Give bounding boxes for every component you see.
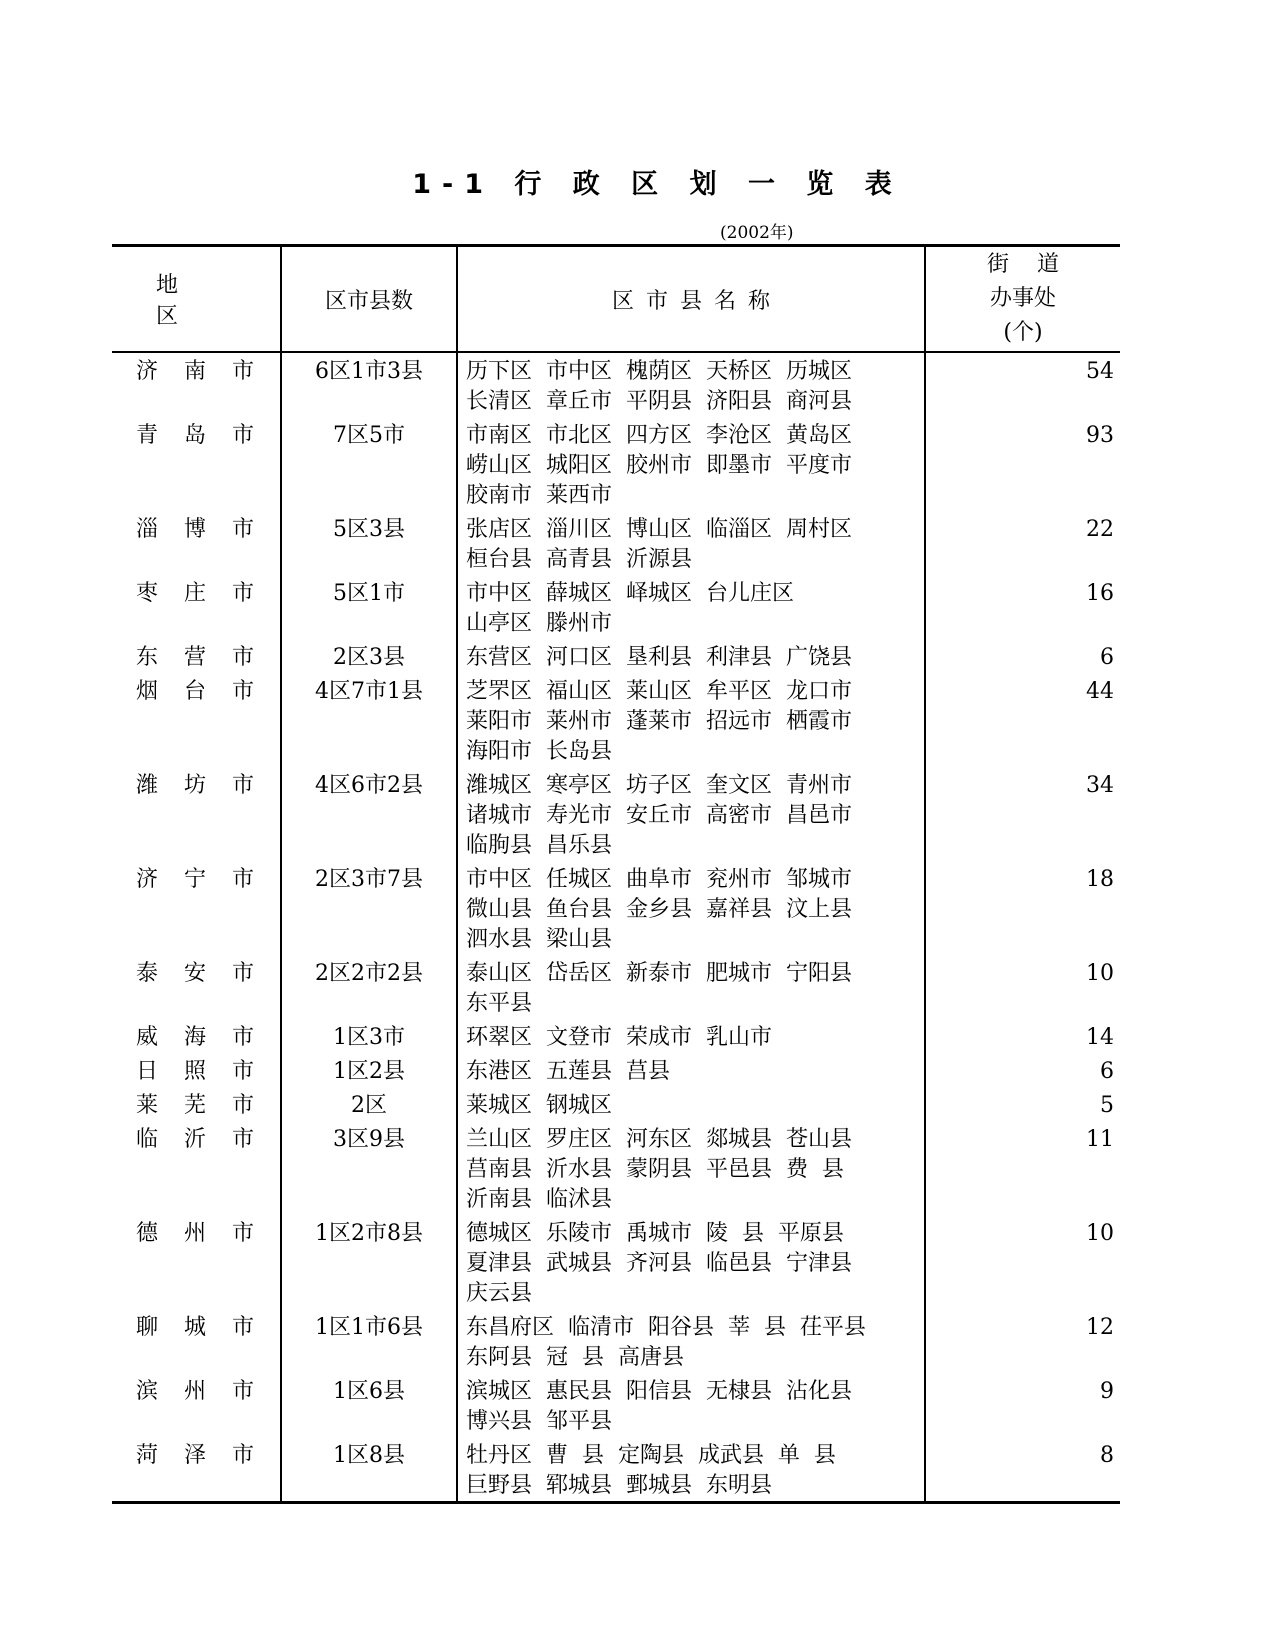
division-names-line: 东港区 五莲县 莒县 — [466, 1059, 670, 1084]
table-row — [112, 1373, 1120, 1437]
division-names — [458, 353, 926, 417]
division-count: 7区5市 — [282, 417, 458, 511]
street-office-count: 22 — [1086, 517, 1114, 542]
header-region: 地区 — [112, 247, 282, 351]
division-names — [458, 861, 926, 955]
table-row — [112, 1087, 1120, 1121]
header-count: 区市县数 — [282, 247, 458, 351]
header-names: 区市县名称 — [458, 247, 926, 351]
street-office-count: 54 — [1086, 359, 1114, 384]
division-names-line: 山亭区 滕州市 — [466, 611, 612, 636]
division-count: 1区8县 — [282, 1437, 458, 1501]
table-row — [112, 1215, 1120, 1309]
region-name: 烟台市 — [136, 679, 281, 704]
table-row — [112, 639, 1120, 673]
division-names-line: 市南区 市北区 四方区 李沧区 黄岛区 — [466, 423, 852, 448]
division-names — [458, 417, 926, 511]
division-names-line: 东营区 河口区 垦利县 利津县 广饶县 — [466, 645, 852, 670]
division-names-line: 莱阳市 莱州市 蓬莱市 招远市 栖霞市 — [466, 709, 852, 734]
region-name: 聊城市 — [136, 1315, 281, 1340]
region-name: 东营市 — [136, 645, 281, 670]
street-office-count: 6 — [1100, 1059, 1114, 1084]
division-names-line: 莒南县 沂水县 蒙阴县 平邑县 费 县 — [466, 1157, 844, 1182]
division-names-line: 诸城市 寿光市 安丘市 高密市 昌邑市 — [466, 803, 852, 828]
division-names-line: 崂山区 城阳区 胶州市 即墨市 平度市 — [466, 453, 852, 478]
division-names — [458, 1437, 926, 1501]
region-name: 菏泽市 — [136, 1443, 281, 1468]
division-names — [458, 1053, 926, 1087]
region-name: 日照市 — [136, 1059, 281, 1084]
street-office-count: 10 — [1086, 1221, 1114, 1246]
page-title: 1-1 行 政 区 划 一 览 表 — [412, 169, 903, 200]
division-count: 4区7市1县 — [282, 673, 458, 767]
header-streets-line1: 街 道 — [987, 252, 1059, 277]
division-names — [458, 639, 926, 673]
division-names — [458, 1121, 926, 1215]
division-names — [458, 1373, 926, 1437]
division-names-line: 沂南县 临沭县 — [466, 1187, 612, 1212]
division-names — [458, 511, 926, 575]
division-count: 1区2市8县 — [282, 1215, 458, 1309]
division-names — [458, 955, 926, 1019]
division-names-line: 历下区 市中区 槐荫区 天桥区 历城区 — [466, 359, 852, 384]
division-names-line: 兰山区 罗庄区 河东区 郯城县 苍山县 — [466, 1127, 852, 1152]
table-row — [112, 673, 1120, 767]
division-count: 5区1市 — [282, 575, 458, 639]
region-name: 济南市 — [136, 359, 281, 384]
region-name: 淄博市 — [136, 517, 281, 542]
table-row — [112, 1309, 1120, 1373]
table-row — [112, 955, 1120, 1019]
division-count: 2区3市7县 — [282, 861, 458, 955]
division-count: 2区3县 — [282, 639, 458, 673]
division-names-line: 莱城区 钢城区 — [466, 1093, 612, 1118]
division-count: 5区3县 — [282, 511, 458, 575]
division-names-line: 临朐县 昌乐县 — [466, 833, 612, 858]
division-names-line: 长清区 章丘市 平阴县 济阳县 商河县 — [466, 389, 852, 414]
division-names-line: 市中区 任城区 曲阜市 兖州市 邹城市 — [466, 867, 852, 892]
header-streets — [926, 247, 1120, 351]
division-names-line: 泗水县 梁山县 — [466, 927, 612, 952]
street-office-count: 93 — [1086, 423, 1114, 448]
division-count: 1区2县 — [282, 1053, 458, 1087]
division-names-line: 海阳市 长岛县 — [466, 739, 612, 764]
street-office-count: 9 — [1100, 1379, 1114, 1404]
table-row — [112, 767, 1120, 861]
division-names-line: 市中区 薛城区 峄城区 台儿庄区 — [466, 581, 794, 606]
table-header — [112, 247, 1120, 351]
division-names — [458, 1019, 926, 1053]
table-row — [112, 1121, 1120, 1215]
region-name: 青岛市 — [136, 423, 281, 448]
division-names — [458, 1215, 926, 1309]
division-count: 1区3市 — [282, 1019, 458, 1053]
division-count: 3区9县 — [282, 1121, 458, 1215]
division-count: 4区6市2县 — [282, 767, 458, 861]
table-row — [112, 1053, 1120, 1087]
division-names-line: 东阿县 冠 县 高唐县 — [466, 1345, 684, 1370]
division-names-line: 东昌府区 临清市 阳谷县 莘 县 茌平县 — [466, 1315, 866, 1340]
table-row — [112, 511, 1120, 575]
region-name: 临沂市 — [136, 1127, 281, 1152]
division-names-line: 庆云县 — [466, 1281, 533, 1306]
street-office-count: 16 — [1086, 581, 1114, 606]
division-names-line: 芝罘区 福山区 莱山区 牟平区 龙口市 — [466, 679, 852, 704]
table-row — [112, 353, 1120, 417]
division-names-line: 牡丹区 曹 县 定陶县 成武县 单 县 — [466, 1443, 836, 1468]
street-office-count: 18 — [1086, 867, 1114, 892]
region-name: 滨州市 — [136, 1379, 281, 1404]
table-row — [112, 1437, 1120, 1501]
division-names — [458, 767, 926, 861]
region-name: 德州市 — [136, 1221, 281, 1246]
division-names-line: 桓台县 高青县 沂源县 — [466, 547, 692, 572]
table-row — [112, 1019, 1120, 1053]
division-count: 2区2市2县 — [282, 955, 458, 1019]
division-names — [458, 673, 926, 767]
division-names — [458, 1087, 926, 1121]
division-names-line: 德城区 乐陵市 禹城市 陵 县 平原县 — [466, 1221, 844, 1246]
street-office-count: 11 — [1086, 1127, 1114, 1152]
division-names-line: 巨野县 郓城县 鄄城县 东明县 — [466, 1473, 772, 1498]
header-streets-line3: (个) — [1003, 320, 1043, 345]
street-office-count: 12 — [1086, 1315, 1114, 1340]
table-row — [112, 861, 1120, 955]
street-office-count: 44 — [1086, 679, 1114, 704]
region-name: 枣庄市 — [136, 581, 281, 606]
year-subtitle: (2002年) — [720, 223, 794, 243]
division-names-line: 东平县 — [466, 991, 533, 1016]
division-count: 2区 — [282, 1087, 458, 1121]
street-office-count: 34 — [1086, 773, 1114, 798]
division-names — [458, 575, 926, 639]
region-name: 济宁市 — [136, 867, 281, 892]
division-names-line: 张店区 淄川区 博山区 临淄区 周村区 — [466, 517, 852, 542]
table-bottom-rule — [112, 1501, 1120, 1504]
division-names-line: 博兴县 邹平县 — [466, 1409, 612, 1434]
admin-division-table — [112, 244, 1120, 1504]
division-names-line: 泰山区 岱岳区 新泰市 肥城市 宁阳县 — [466, 961, 852, 986]
street-office-count: 5 — [1100, 1093, 1114, 1118]
region-name: 泰安市 — [136, 961, 281, 986]
division-count: 1区1市6县 — [282, 1309, 458, 1373]
division-names-line: 夏津县 武城县 齐河县 临邑县 宁津县 — [466, 1251, 852, 1276]
division-names-line: 环翠区 文登市 荣成市 乳山市 — [466, 1025, 772, 1050]
street-office-count: 14 — [1086, 1025, 1114, 1050]
division-count: 6区1市3县 — [282, 353, 458, 417]
division-count: 1区6县 — [282, 1373, 458, 1437]
division-names-line: 胶南市 莱西市 — [466, 483, 612, 508]
division-names-line: 滨城区 惠民县 阳信县 无棣县 沾化县 — [466, 1379, 852, 1404]
table-row — [112, 417, 1120, 511]
division-names-line: 潍城区 寒亭区 坊子区 奎文区 青州市 — [466, 773, 852, 798]
region-name: 威海市 — [136, 1025, 281, 1050]
region-name: 潍坊市 — [136, 773, 281, 798]
street-office-count: 8 — [1100, 1443, 1114, 1468]
division-names-line: 微山县 鱼台县 金乡县 嘉祥县 汶上县 — [466, 897, 852, 922]
header-streets-line2: 办事处 — [989, 286, 1056, 311]
table-row — [112, 575, 1120, 639]
table-body — [112, 353, 1120, 1501]
division-names — [458, 1309, 926, 1373]
street-office-count: 10 — [1086, 961, 1114, 986]
region-name: 莱芜市 — [136, 1093, 281, 1118]
street-office-count: 6 — [1100, 645, 1114, 670]
